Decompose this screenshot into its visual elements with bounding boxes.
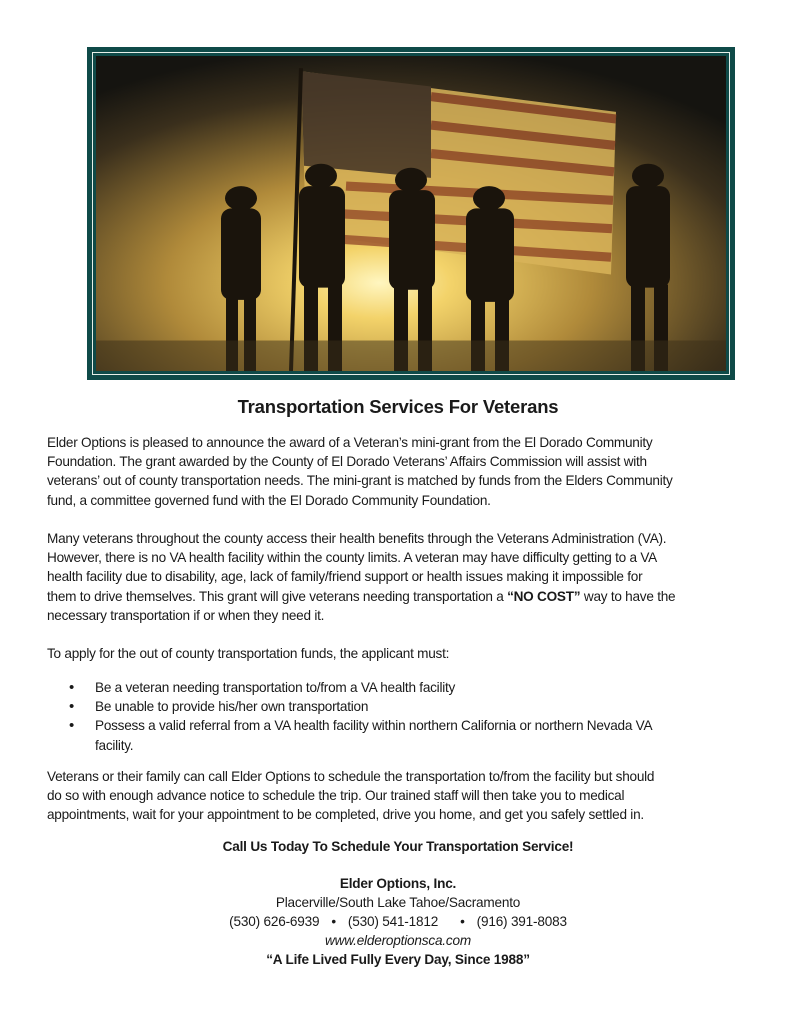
list-item: • Possess a valid referral from a VA health facility within northern California or northern Nevada VA: [47, 716, 652, 735]
paragraph-apply-intro: To apply for the out of county transportation funds, the applicant must:: [47, 646, 450, 661]
phone-numbers: [0, 912, 796, 931]
no-cost-emphasis: “NO COST”: [507, 588, 581, 604]
paragraph-scheduling: Veterans or their family can call Elder Options to schedule the transportation to/from the facility but should do so with enough advance notice to schedule the trip. Our trained staff will then take you to medical appointments, wait for your appointment to be completed, drive you home, and get you safely settled in.: [47, 769, 655, 823]
org-name: Elder Options, Inc.: [339, 876, 457, 891]
paragraph-announcement: Elder Options is pleased to announce the award of a Veteran’s mini-grant from the El Dorado Community Foundation. The grant awarded by the County of El Dorado Veterans’ Affairs Commission will assist with veterans’ out of county transportation needs. The mini-grant is matched by funds from the Elders Community fund, a committee governed fund with the El Dorado Community Foundation.: [47, 435, 673, 508]
list-item: • Be a veteran needing transportation to/from a VA health facility: [47, 678, 652, 697]
page-title: Transportation Services For Veterans: [237, 396, 559, 417]
bullet-separator: •: [460, 914, 465, 929]
paragraph-need: Many veterans throughout the county access their health benefits through the Veterans Administration (VA). However, there is no VA health facility within the county limits. A veteran may have difficulty getting to a VA health facility due to disability, age, lack of family/friend support or health issues making it impossible for them to drive themselves. This grant will give veterans needing transportation a “NO COST” way to have the necessary transportation if or when they need it.: [47, 531, 676, 623]
hero-image-frame: [87, 47, 735, 380]
phone-number: (530) 626-6939: [229, 914, 320, 929]
phone-number: (916) 391-8083: [476, 914, 567, 929]
call-to-action: Call Us Today To Schedule Your Transportation Service!: [222, 839, 574, 854]
hero-photo-soldiers-flag: [96, 56, 726, 371]
website-link[interactable]: www.elderoptionsca.com: [325, 933, 471, 948]
tagline: “A Life Lived Fully Every Day, Since 1988”: [266, 952, 530, 967]
phone-number: (530) 541-1812: [347, 914, 439, 929]
list-item-continuation: facility.: [95, 737, 134, 753]
list-item: • Be unable to provide his/her own transportation: [47, 697, 652, 716]
requirements-list: [47, 678, 652, 755]
contact-block: [0, 874, 796, 969]
bullet-separator: •: [331, 914, 336, 929]
locations: Placerville/South Lake Tahoe/Sacramento: [275, 895, 521, 910]
